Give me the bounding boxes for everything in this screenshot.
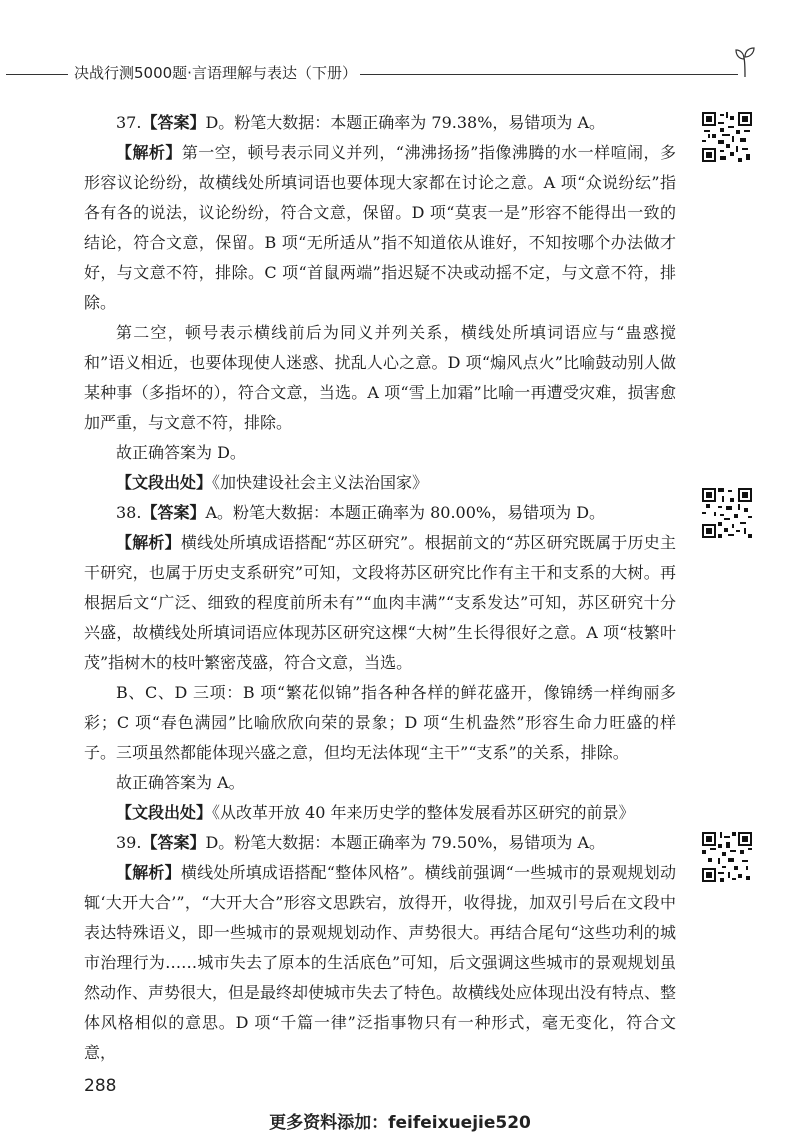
sprout-icon — [734, 46, 756, 78]
question-block-38 — [84, 498, 676, 828]
answer-line: 38.【答案】A。粉笔大数据：本题正确率为 80.00%，易错项为 D。 — [116, 503, 606, 522]
running-header: 决战行测5000题·言语理解与表达（下册） — [74, 64, 357, 82]
qr-code-icon[interactable] — [702, 112, 752, 162]
analysis-paragraph: 【解析】第一空，顿号表示同义并列，“沸沸扬扬”指像沸腾的水一样喧闹，多形容议论纷纷，故横线处所填词语也要体现大家都在讨论之意。A 项“众说纷纭”指各有各的说法，议论纷纷，符合文意，保留。D 项“莫衷一是”形容不能得出一致的结论，符合文意，保留。B 项“无所适从”指不知道依从谁好，不知按哪个办法做才好，与文意不符，排除。C 项“首鼠两端”指迟疑不决或动摇不定，与文意不符，排除。 — [84, 143, 676, 312]
qr-code-icon[interactable] — [702, 488, 752, 538]
header-rule-right — [360, 74, 738, 75]
question-block-37 — [84, 108, 676, 498]
question-block-39 — [84, 828, 676, 1068]
analysis-paragraph: 第二空，顿号表示横线前后为同义并列关系，横线处所填词语应与“蛊惑搅和”语义相近，也要体现使人迷惑、扰乱人心之意。D 项“煽风点火”比喻鼓动别人做某种事（多指坏的），符合文意，当选。A 项“雪上加霜”比喻一再遭受灾难，损害愈加严重，与文意不符，排除。 — [84, 323, 676, 432]
conclusion-line: 故正确答案为 D。 — [116, 443, 246, 462]
qr-code-icon[interactable] — [702, 832, 752, 882]
header-rule-left — [6, 74, 68, 75]
conclusion-line: 故正确答案为 A。 — [116, 773, 245, 792]
analysis-paragraph: B、C、D 三项：B 项“繁花似锦”指各种各样的鲜花盛开，像锦绣一样绚丽多彩；C 项“春色满园”比喻欣欣向荣的景象；D 项“生机盎然”形容生命力旺盛的样子。三项虽然都能体现兴盛之意，但均无法体现“主干”“支系”的关系，排除。 — [84, 683, 676, 762]
footer-note: 更多资料添加：feifeixuejie520 — [269, 1113, 531, 1133]
page-number: 288 — [84, 1076, 117, 1096]
answer-explanations — [84, 108, 676, 1068]
source-line: 【文段出处】《从改革开放 40 年来历史学的整体发展看苏区研究的前景》 — [116, 803, 635, 822]
analysis-paragraph: 【解析】横线处所填成语搭配“整体风格”。横线前强调“一些城市的景观规划动辄‘大开大合’”，“大开大合”形容文思跌宕，放得开，收得拢，加双引号后在文段中表达特殊语义，即一些城市的景观规划动作、声势很大。再结合尾句“这些功利的城市治理行为……城市失去了原本的生活底色”可知，后文强调这些城市的景观规划虽然动作、声势很大，但是最终却使城市失去了特色。故横线处应体现出没有特点、整体风格相似的意思。D 项“千篇一律”泛指事物只有一种形式，毫无变化，符合文意， — [84, 863, 677, 1062]
answer-line: 37.【答案】D。粉笔大数据：本题正确率为 79.38%，易错项为 A。 — [116, 113, 606, 132]
source-line: 【文段出处】《加快建设社会主义法治国家》 — [116, 473, 429, 492]
answer-line: 39.【答案】D。粉笔大数据：本题正确率为 79.50%，易错项为 A。 — [116, 833, 606, 852]
analysis-paragraph: 【解析】横线处所填成语搭配“苏区研究”。根据前文的“苏区研究既属于历史主干研究，也属于历史支系研究”可知，文段将苏区研究比作有主干和支系的大树。再根据后文“广泛、细致的程度前所未有”“血肉丰满”“支系发达”可知，苏区研究十分兴盛，故横线处所填词语应体现苏区研究这棵“大树”生长得很好之意。A 项“枝繁叶茂”指树木的枝叶繁密茂盛，符合文意，当选。 — [84, 533, 676, 672]
